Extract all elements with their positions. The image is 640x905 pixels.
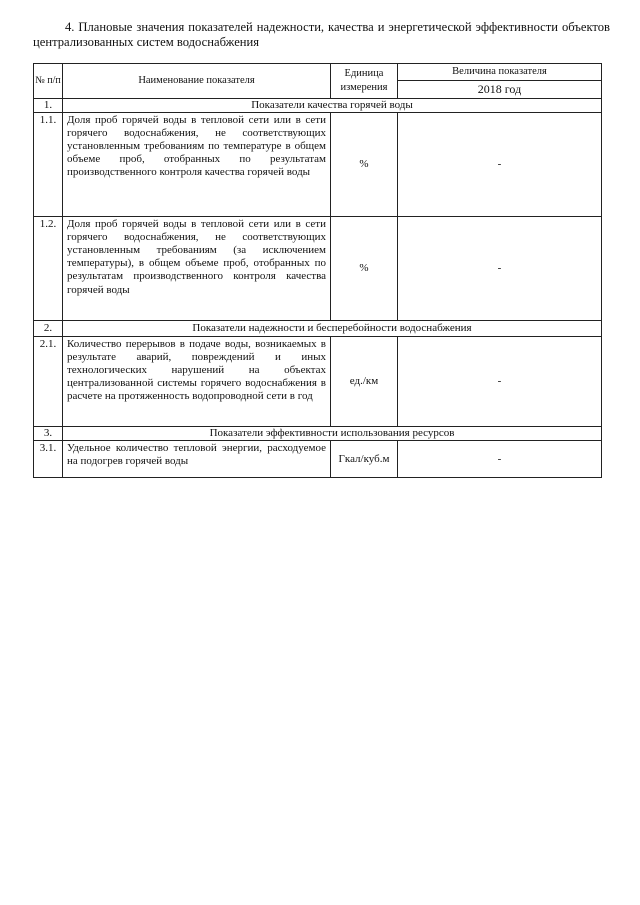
row-value: - (398, 217, 602, 321)
row-name: Удельное количество тепловой энергии, расходуемое на подогрев горячей воды (63, 441, 331, 478)
row-num: 2.1. (34, 337, 63, 427)
table-row (34, 337, 602, 427)
row-value: - (398, 441, 602, 478)
table-row (34, 217, 602, 321)
row-value: - (398, 337, 602, 427)
section-num: 1. (34, 99, 63, 113)
row-name: Доля проб горячей воды в тепловой сети или в сети горячего водоснабжения, не соответствующих установленным требованиям по температуре в общем объеме проб, отобранных по результатам производственного контроля качества горячей воды (63, 113, 331, 217)
indicators-table (33, 63, 602, 478)
header-unit: Единица измерения (331, 64, 398, 99)
row-name: Доля проб горячей воды в тепловой сети или в сети горячего водоснабжения, не соответствующих установленным требованиям (за исключением температуры), в общем объеме проб, отобранных по результатам производственного контроля качества горячей воды (63, 217, 331, 321)
row-unit: % (331, 217, 398, 321)
section-row (34, 99, 602, 113)
section-num: 2. (34, 321, 63, 337)
section-num: 3. (34, 427, 63, 441)
header-year: 2018 год (398, 81, 602, 99)
section-row (34, 321, 602, 337)
row-num: 1.1. (34, 113, 63, 217)
row-value: - (398, 113, 602, 217)
header-name: Наименование показателя (63, 64, 331, 99)
section-title: Показатели качества горячей воды (63, 99, 602, 113)
row-name: Количество перерывов в подаче воды, возникаемых в результате аварий, повреждений и иных технологических нарушений на объектах централизованной системы горячего водоснабжения в расчете на протяженность водопроводной сети в год (63, 337, 331, 427)
row-num: 3.1. (34, 441, 63, 478)
row-unit: % (331, 113, 398, 217)
document-heading: 4. Плановые значения показателей надежности, качества и энергетической эффективности объектов централизованных систем водоснабжения (33, 20, 610, 49)
row-unit: Гкал/куб.м (331, 441, 398, 478)
table-header-row (34, 64, 602, 81)
section-title: Показатели надежности и бесперебойности водоснабжения (63, 321, 602, 337)
row-num: 1.2. (34, 217, 63, 321)
table-row (34, 441, 602, 478)
section-title: Показатели эффективности использования ресурсов (63, 427, 602, 441)
row-unit: ед./км (331, 337, 398, 427)
table-row (34, 113, 602, 217)
section-row (34, 427, 602, 441)
header-num: № п/п (34, 64, 63, 99)
header-value: Величина показателя (398, 64, 602, 81)
